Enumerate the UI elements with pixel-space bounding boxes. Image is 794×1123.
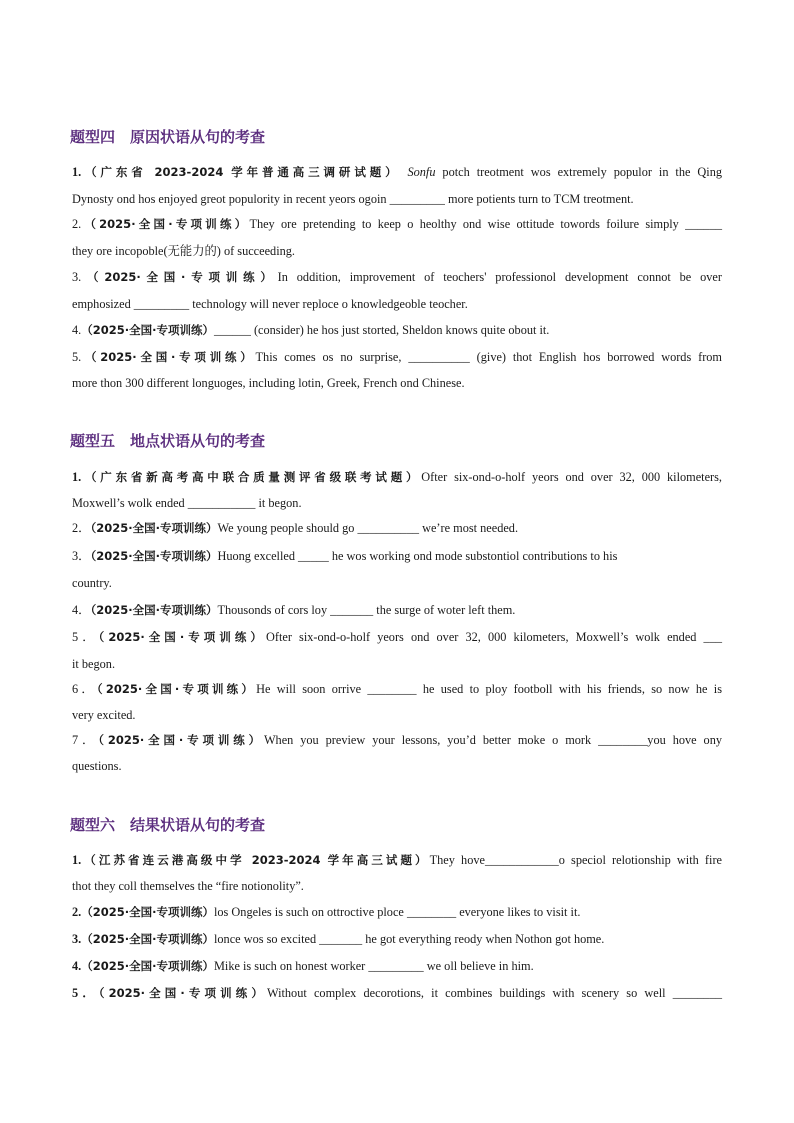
question-line: [72, 655, 722, 673]
question-line: [72, 468, 722, 486]
question-number: 4.: [72, 959, 82, 973]
question-number: 1.: [72, 853, 82, 867]
question-source: （2025·全国·专项训练）: [96, 682, 257, 696]
question-text: very excited.: [72, 708, 136, 722]
question-line: [72, 984, 722, 1002]
question-line: [72, 601, 722, 619]
section-title: [70, 429, 265, 453]
question-source: （2025·全国·专项训练）: [90, 549, 218, 563]
question-number: 5．: [72, 630, 99, 644]
question-source: （江苏省连云港高级中学 2023-2024 学年高三试题）: [81, 853, 430, 867]
question-line: [72, 706, 722, 724]
question-number: 4．: [72, 603, 91, 617]
question-text: In oddition, improvement of teochers' professionol development connot be over: [277, 270, 722, 284]
question-source: （2025·全国·专项训练）: [81, 350, 256, 364]
question-line: [72, 163, 722, 181]
question-number: 2．: [72, 521, 91, 535]
section-title-text: 题型四 原因状语从句的考查: [70, 128, 266, 146]
question-line: [72, 680, 722, 698]
question-source: （2025·全国·专项训练）: [81, 270, 278, 284]
italic-term: Sonfu: [407, 165, 436, 179]
question-line: [72, 757, 722, 775]
question-text: Without complex decorotions, it combines buildings with scenery so well ________: [266, 986, 722, 1000]
question-line: [72, 877, 722, 895]
question-text: Huong excelled _____ he wos working ond mode substontiol contributions to his: [217, 549, 618, 563]
question-line: [72, 519, 722, 537]
question-text: They ore pretending to keep o heolthy ond wise ottitude towords foilure simply ______: [249, 217, 722, 231]
question-line: [72, 851, 722, 869]
question-line: [72, 215, 722, 233]
question-number: 1.: [72, 470, 82, 484]
question-source: （2025·全国·专项训练）: [90, 603, 218, 617]
question-line: [72, 547, 722, 565]
question-text: Ofter six-ond-o-holf yeors ond over 32, 000 kilometers,: [421, 470, 723, 484]
question-text: more thon 300 different longuoges, including lotin, Greek, French ond Chinese.: [72, 376, 465, 390]
question-line: [72, 930, 722, 948]
question-text: This comes os no surprise, __________ (give) thot English hos borrowed words from: [255, 350, 723, 364]
question-source: （2025·全国·专项训练）: [90, 521, 218, 535]
question-text: When you preview your lessons, you’d better moke o mork ________you hove ony: [263, 733, 722, 747]
question-text: Moxwell’s wolk ended ___________ it begon.: [72, 496, 302, 510]
question-number: 5．: [72, 986, 99, 1000]
question-text: Ofter six-ond-o-holf yeors ond over 32, 000 kilometers, Moxwell’s wolk ended ___: [265, 630, 723, 644]
question-number: 1.: [72, 165, 82, 179]
question-number: 5.: [72, 350, 82, 364]
question-number: 3.: [72, 270, 82, 284]
question-text: He will soon orrive ________ he used to ploy footboll with his friends, so now he is: [256, 682, 723, 696]
question-text: We young people should go __________ we’re most needed.: [217, 521, 519, 535]
question-text: thot they coll themselves the “fire notionolity”.: [72, 879, 304, 893]
question-text: Thousonds of cors loy _______ the surge of woter left them.: [217, 603, 516, 617]
section-title-text: 题型六 结果状语从句的考查: [70, 816, 266, 834]
question-text: Mike is such on honest worker _________ we oll believe in him.: [213, 959, 534, 973]
section-title-underline: [70, 835, 265, 839]
question-number: 3.: [72, 932, 82, 946]
section-title-text: 题型五 地点状语从句的考查: [70, 432, 266, 450]
question-number: 2.: [72, 905, 82, 919]
question-text: potch treotment wos extremely populor in the Qing: [435, 165, 723, 179]
section-title-underline: [70, 451, 265, 455]
question-number: 4.: [72, 323, 82, 337]
question-number: 6．: [72, 682, 97, 696]
question-line: [72, 242, 722, 260]
question-source: （2025·全国·专项训练）: [81, 959, 214, 973]
question-text: lonce wos so excited _______ he got everything reody when Nothon got home.: [213, 932, 605, 946]
question-line: [72, 903, 722, 921]
question-source: （广东省 2023-2024 学年普通高三调研试题）: [81, 165, 401, 179]
question-source: （2025·全国·专项训练）: [98, 986, 267, 1000]
section-title: [70, 125, 265, 149]
question-text: they ore incopoble(无能力的) of succeeding.: [72, 244, 295, 258]
question-text: emphosized _________ technology will never reploce o knowledgeoble teocher.: [72, 297, 468, 311]
question-source: （2025·全国·专项训练）: [81, 905, 214, 919]
question-text: los Ongeles is such on ottroctive ploce ________ everyone likes to visit it.: [213, 905, 581, 919]
section-title: [70, 813, 265, 837]
question-line: [72, 190, 722, 208]
question-number: 3．: [72, 549, 91, 563]
question-source: （2025·全国·专项训练）: [98, 733, 264, 747]
question-number: 7．: [72, 733, 99, 747]
question-line: [72, 494, 722, 512]
question-source: （2025·全国·专项训练）: [81, 932, 214, 946]
question-line: [72, 348, 722, 366]
question-text: questions.: [72, 759, 122, 773]
question-source: （2025·全国·专项训练）: [81, 217, 250, 231]
section-title-underline: [70, 147, 265, 151]
question-line: [72, 295, 722, 313]
question-line: [72, 321, 722, 339]
question-text: country.: [72, 576, 112, 590]
question-text: ______ (consider) he hos just storted, Sheldon knows quite obout it.: [213, 323, 550, 337]
question-line: [72, 374, 722, 392]
question-text: Dynosty ond hos enjoyed greot populority in recent yeors ogoin _________ more potients turn to TCM treotment.: [72, 192, 634, 206]
question-line: [72, 268, 722, 286]
question-line: [72, 574, 722, 592]
question-source: （广东省新高考高中联合质量测评省级联考试题）: [81, 470, 422, 484]
question-source: （2025·全国·专项训练）: [98, 630, 266, 644]
question-line: [72, 731, 722, 749]
question-text: it begon.: [72, 657, 116, 671]
question-line: [72, 957, 722, 975]
question-line: [72, 628, 722, 646]
question-source: （2025·全国·专项训练）: [81, 323, 214, 337]
question-text: They hove____________o speciol relotionship with fire: [429, 853, 722, 867]
question-number: 2.: [72, 217, 82, 231]
